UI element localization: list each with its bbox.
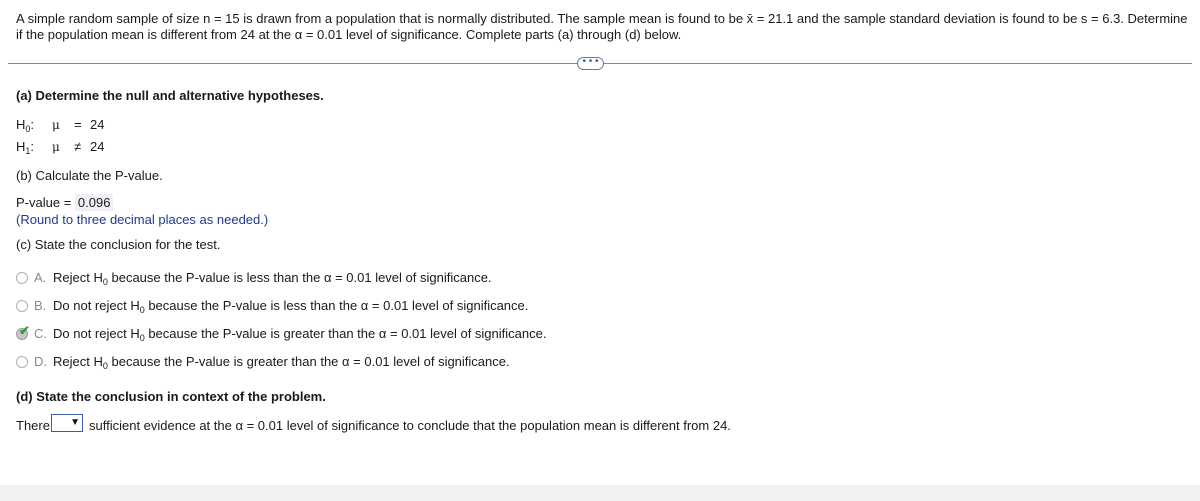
option-text: Do not reject $H_0$ because the P-value is greater than the α = 0.01 level of significance. xyxy=(53,326,547,343)
h0-symbol: $H_0$: xyxy=(16,117,35,134)
option-text: Reject $H_0$ because the P-value is greater than the α = 0.01 level of significance. xyxy=(53,354,510,371)
conclusion-prefix: There xyxy=(16,418,50,433)
null-hypothesis-row xyxy=(16,117,34,132)
part-b-heading: (b) Calculate the P-value. xyxy=(16,168,163,183)
pvalue-answer: 0.096 xyxy=(75,194,114,211)
radio-b[interactable] xyxy=(16,300,28,312)
alternative-hypothesis-row xyxy=(16,139,34,154)
h0-parameter: μ xyxy=(52,118,60,132)
evidence-dropdown[interactable] xyxy=(51,414,83,432)
more-options-button[interactable]: • • • xyxy=(577,57,604,70)
triangle-down-icon[interactable]: ▼ xyxy=(70,417,80,428)
option-text: Do not reject $H_0$ because the P-value is less than the α = 0.01 level of significance. xyxy=(53,298,529,315)
part-c-heading: (c) State the conclusion for the test. xyxy=(16,237,221,252)
h1-parameter: μ xyxy=(52,140,60,154)
h0-value: 24 xyxy=(90,117,105,132)
checkmark-icon: ✔ xyxy=(19,323,30,338)
h1-value: 24 xyxy=(90,139,105,154)
radio-a[interactable] xyxy=(16,272,28,284)
part-d-heading: (d) State the conclusion in context of the problem. xyxy=(16,389,326,404)
option-text: Reject $H_0$ because the P-value is less than the α = 0.01 level of significance. xyxy=(53,270,492,287)
part-a-heading: (a) Determine the null and alternative hypotheses. xyxy=(16,88,324,103)
page-footer xyxy=(0,485,1200,501)
h0-operator: = xyxy=(74,117,82,132)
h1-operator: ≠ xyxy=(74,139,82,154)
radio-d[interactable] xyxy=(16,356,28,368)
rounding-note: (Round to three decimal places as needed.) xyxy=(16,212,269,227)
option-letter: C. xyxy=(34,326,47,341)
pvalue-label: P-value = xyxy=(16,195,72,210)
h1-symbol: $H_1$: xyxy=(16,139,35,156)
problem-statement: A simple random sample of size n = 15 is drawn from a population that is normally distributed. The sample mean is found to be x̄ = 21.1 and the sample standard deviation is found to be s = 6.3. Determine if the population mean is different from 24 at the α = 0.01 level of significance. Complete parts (a) through (d) below. xyxy=(16,11,1188,42)
option-letter: B. xyxy=(34,298,47,313)
conclusion-suffix: sufficient evidence at the α = 0.01 level of significance to conclude that the population mean is different from 24. xyxy=(89,418,731,433)
pvalue-row xyxy=(16,195,113,210)
option-letter: A. xyxy=(34,270,47,285)
option-letter: D. xyxy=(34,354,47,369)
